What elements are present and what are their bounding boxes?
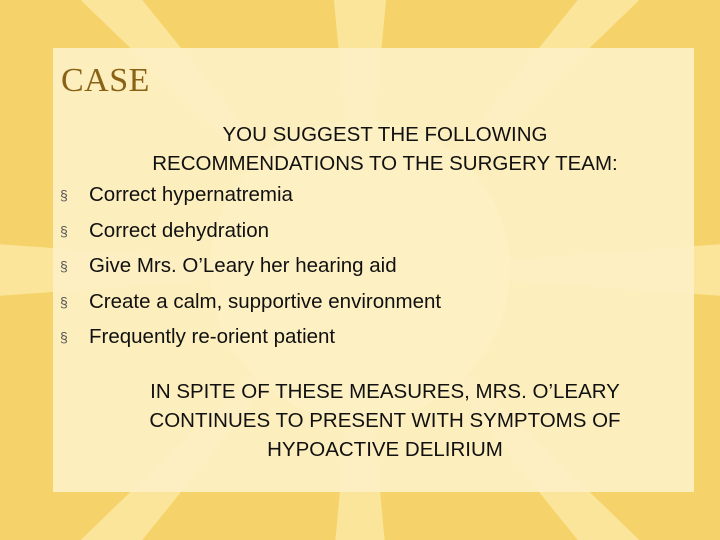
bullet-text: Create a calm, supportive environment: [89, 289, 442, 313]
intro-text: [85, 120, 685, 178]
bullet-text: Correct hypernatremia: [89, 183, 293, 206]
outro-line-2: CONTINUES TO PRESENT WITH SYMPTOMS OF: [149, 409, 621, 432]
bullet-text: Give Mrs. O’Leary her hearing aid: [89, 254, 397, 278]
intro-line-2: RECOMMENDATIONS TO THE SURGERY TEAM:: [152, 152, 618, 175]
bullet-text: Correct dehydration: [89, 218, 270, 242]
outro-text: [75, 377, 695, 464]
bullet-icon: §: [60, 187, 68, 203]
bullet-text: Frequently re-orient patient: [89, 325, 336, 349]
outro-line-3: HYPOACTIVE DELIRIUM: [267, 438, 503, 461]
slide-title: CASE: [61, 62, 150, 99]
intro-line-1: YOU SUGGEST THE FOLLOWING: [222, 123, 548, 146]
bullet-icon: §: [60, 258, 68, 275]
bullet-icon: §: [60, 293, 68, 310]
outro-line-1: IN SPITE OF THESE MEASURES, MRS. O’LEARY: [150, 380, 620, 403]
bullet-icon: §: [60, 329, 68, 346]
bullet-icon: §: [60, 222, 68, 239]
